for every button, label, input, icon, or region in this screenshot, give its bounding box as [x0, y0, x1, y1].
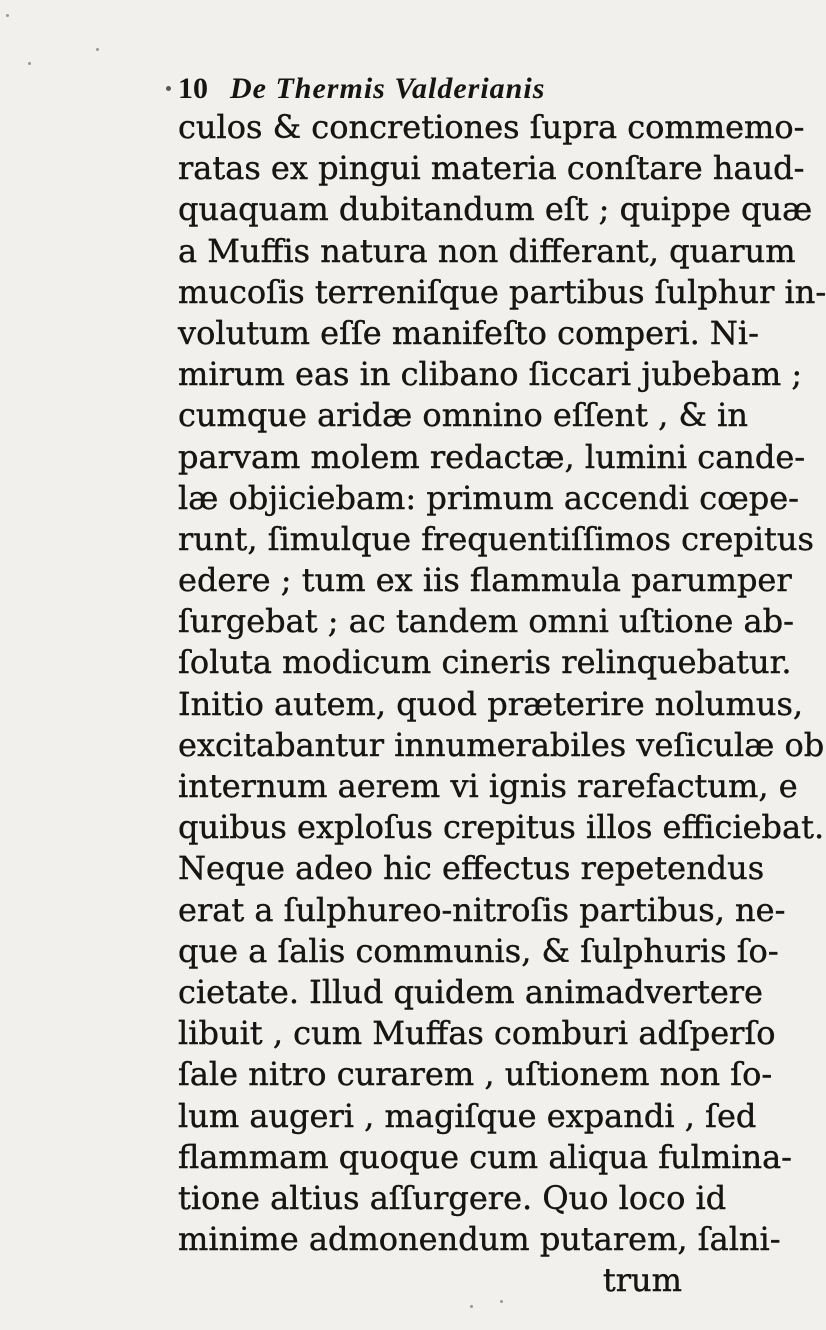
text-line: que a ſalis communis, & ſulphuris ſo-	[178, 931, 779, 970]
text-line: ratas ex pingui materia conſtare haud-	[178, 149, 805, 188]
text-line: ſurgebat ; ac tandem omni uſtione ab-	[178, 602, 794, 641]
text-line: cietate. Illud quidem animadvertere	[178, 972, 763, 1011]
text-line: runt, ſimulque frequentiſſimos crepitus	[178, 519, 814, 558]
catchword: trum	[602, 1261, 682, 1300]
body-text	[178, 107, 826, 1301]
paper-speck	[500, 1300, 503, 1303]
text-line: minime admonendum putarem, ſalni-	[178, 1220, 781, 1259]
text-line: Neque adeo hic effectus repetendus	[178, 849, 765, 888]
text-line: cumque aridæ omnino eſſent , & in	[178, 396, 748, 435]
page-number: 10	[178, 72, 208, 105]
text-line: libuit , cum Muffas comburi adſperſo	[178, 1014, 776, 1053]
paper-speck	[470, 1305, 473, 1308]
paper-speck	[6, 14, 9, 17]
running-title: De Thermis Valderianis	[230, 72, 546, 105]
text-line: volutum eſſe manifeſto comperi. Ni-	[178, 313, 759, 352]
page-header	[178, 72, 698, 112]
text-line: mucoſis terreniſque partibus ſulphur in-	[178, 272, 826, 311]
text-line: a Muffis natura non differant, quarum	[178, 231, 796, 270]
text-line: parvam molem redactæ, lumini cande-	[178, 437, 806, 476]
text-line: edere ; tum ex iis flammula parumper	[178, 561, 792, 600]
text-line: læ objiciebam: primum accendi cœpe-	[178, 478, 799, 517]
text-line: lum augeri , magiſque expandi , ſed	[178, 1096, 757, 1135]
text-line: culos & concretiones ſupra commemo-	[178, 108, 805, 146]
text-line: mirum eas in clibano ſiccari jubebam ;	[178, 355, 803, 394]
paper-speck	[166, 86, 171, 91]
paper-speck	[28, 62, 31, 65]
text-line: Initio autem, quod præterire nolumus,	[178, 684, 804, 723]
text-line: internum aerem vi ignis rarefactum, e	[178, 767, 798, 805]
text-line: excitabantur innumerabiles veſiculæ ob	[178, 725, 825, 764]
text-line: tione altius aſſurgere. Quo loco id	[178, 1178, 727, 1217]
text-line: quaquam dubitandum eſt ; quippe quæ	[178, 190, 813, 229]
text-line: flammam quoque cum aliqua fulmina-	[178, 1137, 792, 1176]
text-line: erat a ſulphureo-nitroſis partibus, ne-	[178, 890, 786, 929]
text-line: ſale nitro curarem , uſtionem non ſo-	[178, 1055, 773, 1094]
text-line: quibus exploſus crepitus illos efficiebat.	[178, 808, 825, 847]
paper-speck	[96, 48, 99, 51]
text-line: ſoluta modicum cineris relinquebatur.	[178, 643, 792, 682]
